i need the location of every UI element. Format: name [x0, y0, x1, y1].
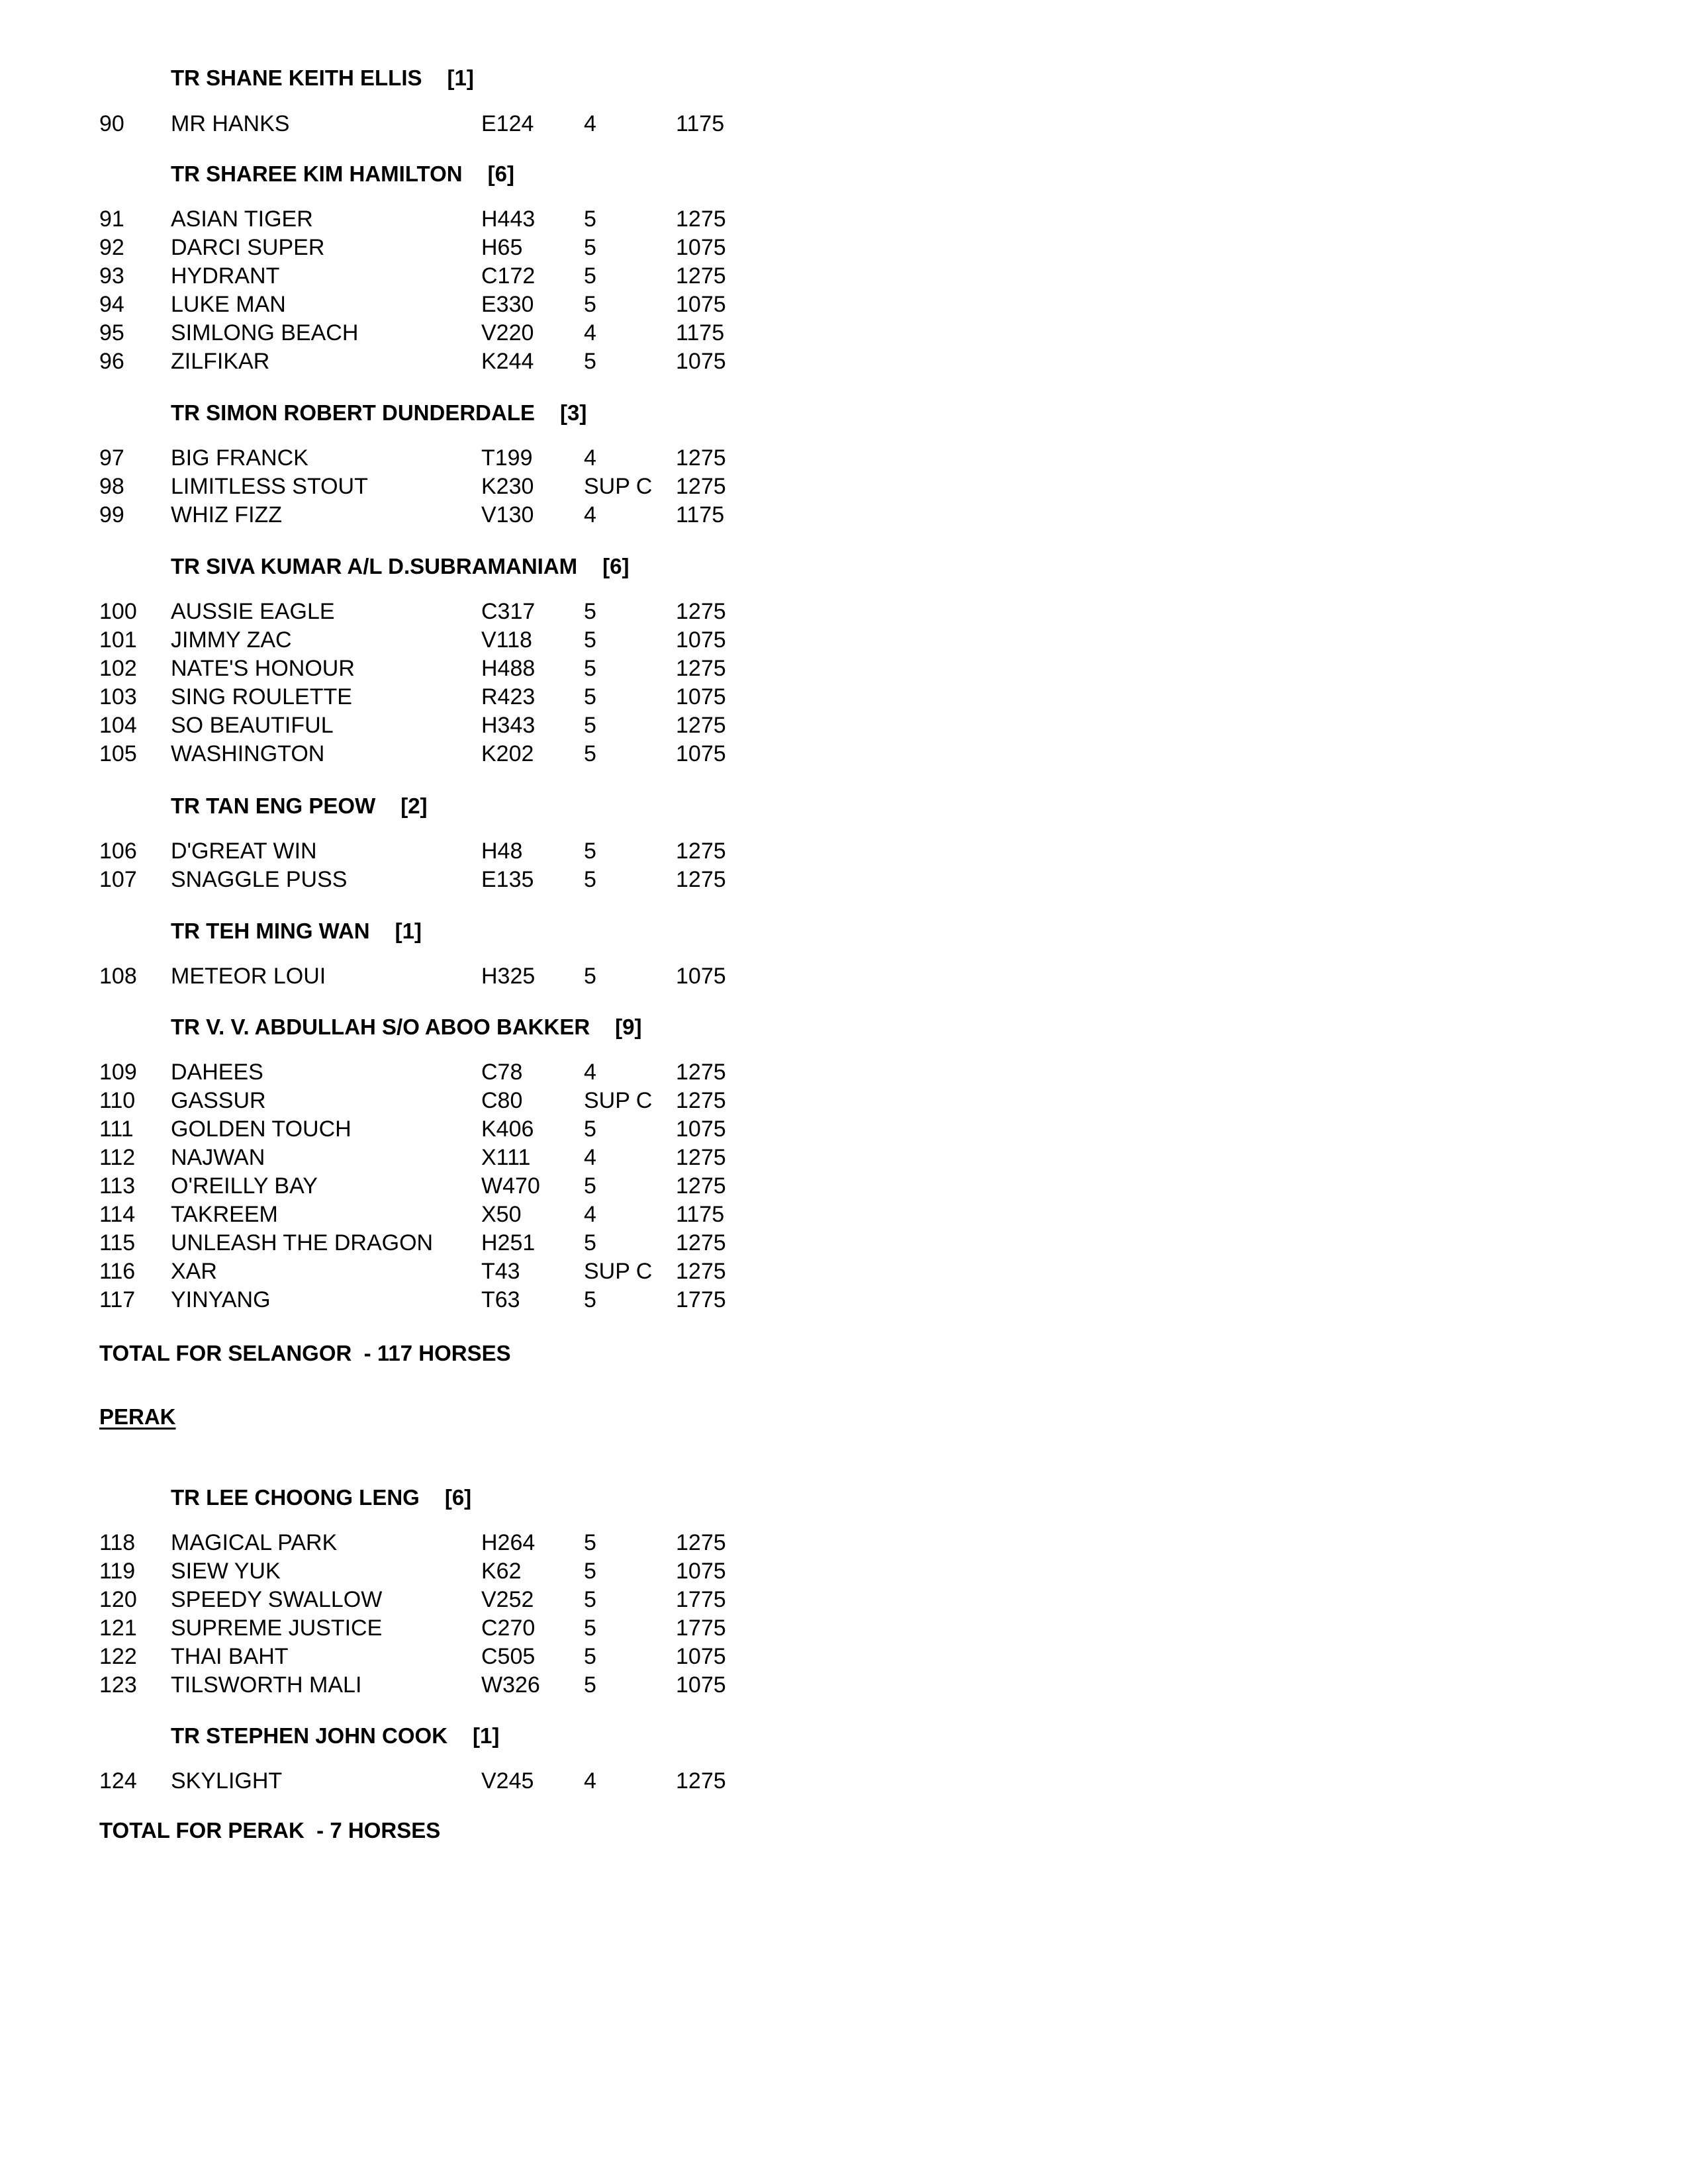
- horse-class: 5: [584, 1230, 596, 1255]
- horse-class: SUP C: [584, 1259, 653, 1284]
- horse-name: MAGICAL PARK: [171, 1530, 338, 1555]
- horse-number: 120: [99, 1587, 137, 1612]
- horse-rating: 1275: [676, 1768, 726, 1794]
- horse-number: 121: [99, 1615, 137, 1641]
- horse-class: SUP C: [584, 474, 653, 499]
- horse-code: E135: [481, 867, 534, 892]
- horse-row: [0, 262, 794, 291]
- horse-name: SIMLONG BEACH: [171, 320, 359, 345]
- trainer-heading: [171, 918, 422, 944]
- horse-number: 113: [99, 1173, 136, 1199]
- horse-name: WHIZ FIZZ: [171, 502, 283, 527]
- horse-name: TAKREEM: [171, 1202, 278, 1227]
- horse-rating: 1175: [676, 502, 725, 527]
- horse-class: 5: [584, 1116, 596, 1142]
- total-line: TOTAL FOR SELANGOR - 117 HORSES: [99, 1341, 511, 1365]
- horse-rating: 1275: [676, 713, 726, 738]
- horse-name: SKYLIGHT: [171, 1768, 283, 1794]
- horse-code: K202: [481, 741, 534, 766]
- horse-rating: 1275: [676, 1060, 726, 1085]
- horse-class: 5: [584, 599, 596, 624]
- horse-name: METEOR LOUI: [171, 964, 326, 989]
- horse-row: [0, 1557, 794, 1586]
- horse-code: W326: [481, 1672, 540, 1698]
- horse-row: [0, 110, 794, 138]
- horse-row: [0, 740, 794, 768]
- horse-row: [0, 1643, 794, 1671]
- horse-number: 99: [99, 502, 124, 527]
- horse-row: [0, 683, 794, 711]
- horse-name: SPEEDY SWALLOW: [171, 1587, 383, 1612]
- horse-number: 123: [99, 1672, 137, 1698]
- horse-name: ASIAN TIGER: [171, 206, 313, 232]
- horse-code: V118: [481, 627, 532, 653]
- horse-rating: 1275: [676, 1259, 726, 1284]
- trainer-heading: [171, 1484, 471, 1511]
- horse-row: [0, 1058, 794, 1087]
- horse-row: [0, 1586, 794, 1614]
- horse-row: [0, 205, 794, 234]
- trainer-name: TR STEPHEN JOHN COOK: [171, 1723, 448, 1748]
- horse-rating: 1075: [676, 741, 726, 766]
- trainer-heading: [171, 1014, 642, 1040]
- horse-code: C505: [481, 1644, 536, 1669]
- horse-code: T43: [481, 1259, 520, 1284]
- horse-number: 94: [99, 292, 124, 317]
- horse-row: [0, 1144, 794, 1172]
- horse-code: W470: [481, 1173, 540, 1199]
- trainer-heading: [171, 400, 586, 426]
- horse-rating: 1275: [676, 1145, 726, 1170]
- horse-rating: 1075: [676, 627, 726, 653]
- horse-code: H264: [481, 1530, 536, 1555]
- horse-name: GASSUR: [171, 1088, 266, 1113]
- horse-class: 4: [584, 1145, 596, 1170]
- horse-rating: 1075: [676, 1644, 726, 1669]
- horse-code: H343: [481, 713, 536, 738]
- horse-name: UNLEASH THE DRAGON: [171, 1230, 434, 1255]
- horse-row: [0, 1614, 794, 1643]
- horse-class: 4: [584, 445, 596, 471]
- horse-name: XAR: [171, 1259, 217, 1284]
- horse-code: E330: [481, 292, 534, 317]
- horse-rating: 1175: [676, 111, 725, 136]
- horse-name: THAI BAHT: [171, 1644, 289, 1669]
- horse-code: V130: [481, 502, 534, 527]
- horse-name: LIMITLESS STOUT: [171, 474, 368, 499]
- horse-rating: 1275: [676, 867, 726, 892]
- horse-name: O'REILLY BAY: [171, 1173, 318, 1199]
- horse-name: SIEW YUK: [171, 1559, 281, 1584]
- horse-name: LUKE MAN: [171, 292, 286, 317]
- horse-code: H443: [481, 206, 536, 232]
- horse-code: K230: [481, 474, 534, 499]
- horse-code: H325: [481, 964, 536, 989]
- horse-class: 5: [584, 1173, 596, 1199]
- horse-class: 5: [584, 292, 596, 317]
- trainer-horse-count: [6]: [444, 1485, 472, 1510]
- horse-name: SO BEAUTIFUL: [171, 713, 334, 738]
- trainer-name: TR SHANE KEITH ELLIS: [171, 66, 422, 90]
- horse-name: NATE'S HONOUR: [171, 656, 355, 681]
- horse-row: [0, 347, 794, 376]
- horse-class: 5: [584, 235, 596, 260]
- trainer-name: TR LEE CHOONG LENG: [171, 1485, 420, 1510]
- horse-name: SUPREME JUSTICE: [171, 1615, 383, 1641]
- horse-class: 5: [584, 1672, 596, 1698]
- trainer-heading: [171, 1723, 499, 1749]
- horse-class: 5: [584, 964, 596, 989]
- horse-row: [0, 1087, 794, 1115]
- horse-rating: 1275: [676, 445, 726, 471]
- horse-rating: 1275: [676, 839, 726, 864]
- horse-number: 104: [99, 713, 137, 738]
- horse-name: GOLDEN TOUCH: [171, 1116, 352, 1142]
- horse-class: 5: [584, 206, 596, 232]
- horse-number: 101: [99, 627, 137, 653]
- horse-number: 118: [99, 1530, 136, 1555]
- horse-row: [0, 626, 794, 655]
- horse-class: 5: [584, 1287, 596, 1312]
- trainer-horse-count: [9]: [615, 1015, 642, 1039]
- horse-row: [0, 1529, 794, 1557]
- horse-name: NAJWAN: [171, 1145, 265, 1170]
- horse-name: DAHEES: [171, 1060, 263, 1085]
- horse-number: 92: [99, 235, 124, 260]
- horse-rating: 1075: [676, 349, 726, 374]
- horse-rating: 1275: [676, 599, 726, 624]
- horse-rating: 1275: [676, 656, 726, 681]
- horse-rating: 1075: [676, 1116, 726, 1142]
- horse-number: 90: [99, 111, 124, 136]
- horse-row: [0, 866, 794, 894]
- horse-class: 5: [584, 1644, 596, 1669]
- trainer-horse-count: [6]: [602, 554, 630, 578]
- horse-name: MR HANKS: [171, 111, 290, 136]
- horse-number: 98: [99, 474, 124, 499]
- horse-row: [0, 1229, 794, 1257]
- trainer-heading: [171, 65, 474, 91]
- horse-row: [0, 291, 794, 319]
- horse-row: [0, 837, 794, 866]
- horse-rating: 1275: [676, 206, 726, 232]
- trainer-name: TR TAN ENG PEOW: [171, 794, 376, 818]
- trainer-name: TR TEH MING WAN: [171, 919, 370, 943]
- trainer-heading: [171, 161, 514, 187]
- horse-code: T199: [481, 445, 533, 471]
- horse-rating: 1775: [676, 1615, 726, 1641]
- horse-row: [0, 1201, 794, 1229]
- horse-class: 5: [584, 349, 596, 374]
- trainer-heading: [171, 553, 630, 580]
- horse-code: C317: [481, 599, 536, 624]
- horse-name: ZILFIKAR: [171, 349, 270, 374]
- horse-rating: 1275: [676, 474, 726, 499]
- horse-class: 5: [584, 263, 596, 289]
- horse-name: DARCI SUPER: [171, 235, 325, 260]
- horse-class: 4: [584, 1202, 596, 1227]
- horse-class: 4: [584, 1060, 596, 1085]
- trainer-horse-count: [1]: [447, 66, 474, 90]
- horse-rating: 1275: [676, 263, 726, 289]
- horse-class: 5: [584, 1530, 596, 1555]
- horse-number: 107: [99, 867, 137, 892]
- total-line: TOTAL FOR PERAK - 7 HORSES: [99, 1818, 441, 1843]
- horse-number: 115: [99, 1230, 136, 1255]
- horse-code: C270: [481, 1615, 536, 1641]
- horse-class: 4: [584, 502, 596, 527]
- horse-code: K406: [481, 1116, 534, 1142]
- horse-number: 108: [99, 964, 137, 989]
- horse-name: WASHINGTON: [171, 741, 325, 766]
- horse-rating: 1275: [676, 1088, 726, 1113]
- horse-number: 106: [99, 839, 137, 864]
- horse-rating: 1075: [676, 1672, 726, 1698]
- horse-number: 102: [99, 656, 137, 681]
- horse-number: 116: [99, 1259, 136, 1284]
- horse-code: C78: [481, 1060, 523, 1085]
- horse-number: 103: [99, 684, 137, 709]
- horse-number: 109: [99, 1060, 137, 1085]
- horse-row: [0, 1172, 794, 1201]
- horse-name: TILSWORTH MALI: [171, 1672, 362, 1698]
- trainer-horse-count: [1]: [395, 919, 422, 943]
- trainer-horse-count: [1]: [473, 1723, 500, 1748]
- horse-name: AUSSIE EAGLE: [171, 599, 335, 624]
- horse-number: 95: [99, 320, 124, 345]
- region-heading-perak: PERAK: [99, 1404, 176, 1429]
- horse-number: 114: [99, 1202, 136, 1227]
- horse-number: 124: [99, 1768, 137, 1794]
- horse-rating: 1775: [676, 1287, 726, 1312]
- horse-class: 5: [584, 684, 596, 709]
- horse-name: SNAGGLE PUSS: [171, 867, 348, 892]
- horse-number: 119: [99, 1559, 136, 1584]
- horse-number: 100: [99, 599, 137, 624]
- horse-code: H48: [481, 839, 523, 864]
- horse-rating: 1075: [676, 964, 726, 989]
- trainer-horse-count: [3]: [560, 400, 587, 425]
- horse-class: 5: [584, 1615, 596, 1641]
- horse-rating: 1775: [676, 1587, 726, 1612]
- horse-class: 5: [584, 656, 596, 681]
- horse-class: 5: [584, 627, 596, 653]
- horse-code: H251: [481, 1230, 536, 1255]
- horse-class: 5: [584, 867, 596, 892]
- horse-code: X50: [481, 1202, 522, 1227]
- horse-code: V245: [481, 1768, 534, 1794]
- horse-class: 4: [584, 320, 596, 345]
- horse-name: BIG FRANCK: [171, 445, 308, 471]
- horse-rating: 1175: [676, 1202, 725, 1227]
- horse-row: [0, 473, 794, 501]
- horse-row: [0, 598, 794, 626]
- horse-code: H488: [481, 656, 536, 681]
- horse-rating: 1275: [676, 1230, 726, 1255]
- horse-row: [0, 501, 794, 529]
- horse-row: [0, 1671, 794, 1700]
- horse-rating: 1075: [676, 684, 726, 709]
- horse-code: E124: [481, 111, 534, 136]
- horse-number: 110: [99, 1088, 136, 1113]
- horse-number: 105: [99, 741, 137, 766]
- horse-rating: 1075: [676, 1559, 726, 1584]
- horse-row: [0, 711, 794, 740]
- horse-rating: 1175: [676, 320, 725, 345]
- horse-class: 5: [584, 713, 596, 738]
- horse-name: D'GREAT WIN: [171, 839, 317, 864]
- trainer-name: TR SIMON ROBERT DUNDERDALE: [171, 400, 535, 425]
- horse-name: HYDRANT: [171, 263, 280, 289]
- horse-number: 93: [99, 263, 124, 289]
- horse-code: C172: [481, 263, 536, 289]
- horse-class: 4: [584, 1768, 596, 1794]
- horse-row: [0, 319, 794, 347]
- horse-code: V252: [481, 1587, 534, 1612]
- horse-class: 4: [584, 111, 596, 136]
- horse-name: YINYANG: [171, 1287, 271, 1312]
- horse-number: 91: [99, 206, 124, 232]
- horse-rating: 1075: [676, 235, 726, 260]
- horse-number: 97: [99, 445, 124, 471]
- horse-row: [0, 1286, 794, 1314]
- trainer-horse-count: [2]: [400, 794, 428, 818]
- horse-row: [0, 444, 794, 473]
- horse-number: 96: [99, 349, 124, 374]
- trainer-heading: [171, 793, 428, 819]
- trainer-name: TR SHAREE KIM HAMILTON: [171, 161, 463, 186]
- horse-number: 122: [99, 1644, 137, 1669]
- horse-number: 111: [99, 1116, 134, 1142]
- horse-number: 117: [99, 1287, 136, 1312]
- horse-code: T63: [481, 1287, 520, 1312]
- horse-rating: 1075: [676, 292, 726, 317]
- trainer-horse-count: [6]: [487, 161, 514, 186]
- trainer-name: TR SIVA KUMAR A/L D.SUBRAMANIAM: [171, 554, 578, 578]
- horse-row: [0, 1257, 794, 1286]
- horse-class: 5: [584, 1559, 596, 1584]
- horse-number: 112: [99, 1145, 136, 1170]
- horse-row: [0, 1115, 794, 1144]
- horse-class: SUP C: [584, 1088, 653, 1113]
- horse-code: H65: [481, 235, 523, 260]
- horse-code: R423: [481, 684, 536, 709]
- horse-row: [0, 234, 794, 262]
- horse-row: [0, 655, 794, 683]
- horse-code: C80: [481, 1088, 523, 1113]
- horse-code: X111: [481, 1145, 531, 1170]
- horse-row: [0, 1767, 794, 1796]
- horse-rating: 1275: [676, 1173, 726, 1199]
- horse-class: 5: [584, 839, 596, 864]
- horse-name: JIMMY ZAC: [171, 627, 292, 653]
- trainer-name: TR V. V. ABDULLAH S/O ABOO BAKKER: [171, 1015, 590, 1039]
- horse-name: SING ROULETTE: [171, 684, 352, 709]
- horse-class: 5: [584, 1587, 596, 1612]
- horse-row: [0, 962, 794, 991]
- horse-code: V220: [481, 320, 534, 345]
- horse-code: K62: [481, 1559, 522, 1584]
- horse-class: 5: [584, 741, 596, 766]
- horse-rating: 1275: [676, 1530, 726, 1555]
- horse-code: K244: [481, 349, 534, 374]
